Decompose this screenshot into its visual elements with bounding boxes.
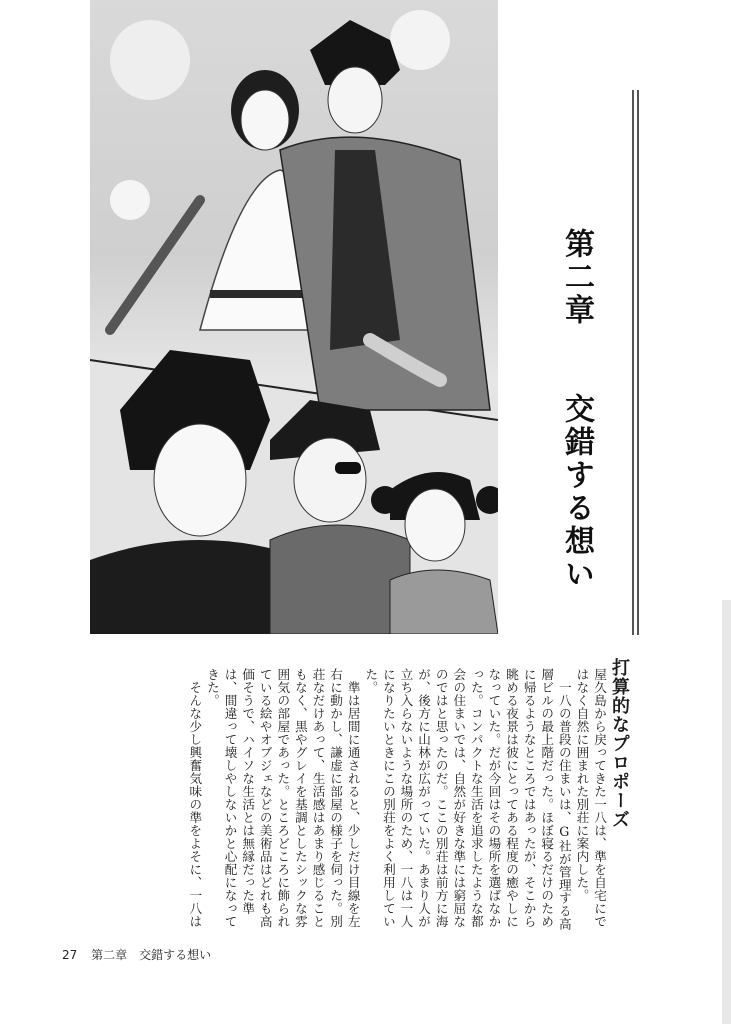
title-rule <box>632 90 634 635</box>
section-heading: 打算的なプロポーズ <box>609 658 630 829</box>
adjacent-page-edge <box>722 600 731 1024</box>
title-rule <box>637 90 639 635</box>
body-paragraph: そんな少し興奮気味の準をよそに、一八は <box>187 680 203 928</box>
chapter-number: 第二章 <box>559 228 594 327</box>
body-paragraph: 一八の普段の住まいは、G社が管理する高層ビルの最上階だった。ほぼ寝るだけのために帰るようなところではあったが、そこから眺める夜景は彼にとってある程度の癒やしになっていた。だが今回はその場所を選ばなかった。コンパクトな生活を追求したような都会の住まいでは、自然が好きな準には窮屈なのではと思ったのだ。ここの別荘は前方に海が、後方に山林が広がっていた。あまり人が立ち入らないような場所のため、一八は一人になりたいときにこの別荘をよく利用していた。 <box>363 668 572 930</box>
running-head: 第二章 交錯する想い <box>91 948 212 962</box>
manga-illustration <box>90 0 498 634</box>
body-paragraph: 準は居間に通されると、少しだけ目線を左右に動かし、謙虚に部屋の様子を伺った。別荘なだけあって、生活感はあまり感じることもなく、黒やグレイを基調としたシックな雰囲気の部屋であった。ところどころに飾られている絵やオブジェなどの美術品はどれも高価そうで、ハイソな生活とは無縁だった準は、間違って壊しやしないかと心配になってきた。 <box>204 668 361 928</box>
page-footer <box>62 946 211 963</box>
illustration-art <box>90 0 498 634</box>
page-number: 27 <box>62 948 78 962</box>
body-text <box>82 668 608 936</box>
chapter-title <box>556 228 596 591</box>
body-paragraph: 屋久島から戻ってきた一八は、準を自宅にではなく自然に囲まれた別荘に案内した。 <box>574 668 607 928</box>
chapter-subtitle: 交錯する想い <box>559 393 594 591</box>
